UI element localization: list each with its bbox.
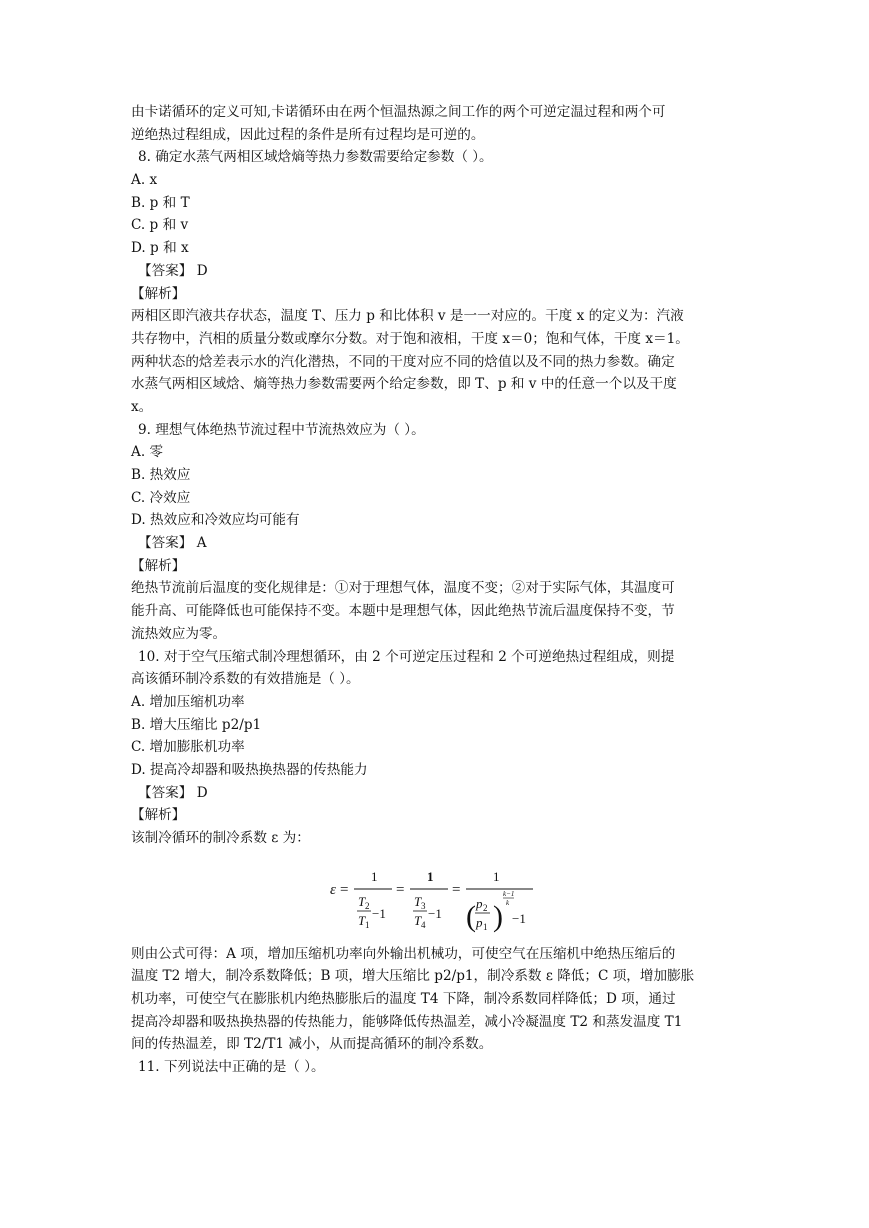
analysis-line: 两相区即汽液共存状态，温度 T、压力 p 和比体积 v 是一一对应的。干度 x 的定义为：汽液 — [131, 308, 684, 325]
analysis-line: 温度 T2 增大，制冷系数降低；B 项，增大压缩比 p2/p1，制冷系数 ε 降低；C 项，增加膨胀 — [131, 968, 695, 985]
formula-sub-2: 2 — [365, 900, 370, 911]
formula-minus-one: −1 — [512, 910, 526, 926]
question-8: 8. 确定水蒸气两相区域焓熵等热力参数需要给定参数（ ）。 — [138, 149, 493, 166]
formula-sub-4: 4 — [421, 919, 426, 930]
analysis-line: 两种状态的焓差表示水的汽化潜热，不同的干度对应不同的焓值以及不同的热力参数。确定 — [131, 353, 675, 370]
option-d: D. 提高冷却器和吸热换热器的传热能力 — [131, 761, 368, 778]
option-b: B. 增大压缩比 p2/p1 — [131, 716, 262, 733]
option-c: C. 增加膨胀机功率 — [131, 739, 245, 756]
question-9: 9. 理想气体绝热节流过程中节流热效应为（ ）。 — [138, 421, 425, 438]
option-c: C. 冷效应 — [131, 489, 191, 506]
formula-t3: T — [414, 893, 422, 909]
option-d: D. p 和 x — [131, 240, 189, 257]
analysis-line: x。 — [131, 398, 153, 415]
question-10: 10. 对于空气压缩式制冷理想循环，由 2 个可逆定压过程和 2 个可逆绝热过程组成，则提 — [138, 648, 675, 665]
formula-numerator: 1 — [427, 868, 434, 884]
option-b: B. p 和 T — [131, 194, 190, 211]
question-11: 11. 下列说法中正确的是（ ）。 — [138, 1059, 325, 1076]
analysis-label: 【解析】 — [131, 285, 186, 302]
paragraph-line: 由卡诺循环的定义可知,卡诺循环由在两个恒温热源之间工作的两个可逆定温过程和两个可 — [131, 104, 666, 120]
formula-graphic — [328, 858, 548, 938]
formula-epsilon: ε — [330, 881, 336, 898]
analysis-line: 水蒸气两相区域焓、熵等热力参数需要两个给定参数，即 T、p 和 v 中的任意一个以及干度 — [131, 376, 677, 393]
option-b: B. 热效应 — [131, 467, 191, 483]
formula-equals: = — [340, 881, 349, 898]
formula-minus-one: −1 — [372, 905, 386, 921]
formula-sub-1: 1 — [483, 921, 488, 932]
option-a: A. x — [131, 172, 158, 189]
formula-equals: = — [452, 881, 461, 898]
question-10-cont: 高该循环制冷系数的有效措施是（ ）。 — [131, 671, 360, 688]
answer-label: 【答案】 D — [138, 262, 208, 279]
formula-p1: p — [476, 914, 483, 930]
option-a: A. 增加压缩机功率 — [131, 693, 245, 710]
paragraph-line: 逆绝热过程组成，因此过程的条件是所有过程均是可逆的。 — [131, 126, 485, 143]
answer-label: 【答案】 A — [138, 535, 207, 552]
formula-equals: = — [396, 881, 405, 898]
analysis-line: 间的传热温差，即 T2/T1 减小，从而提高循环的制冷系数。 — [131, 1036, 493, 1053]
document-body — [131, 101, 741, 1079]
option-a: A. 零 — [131, 444, 164, 461]
analysis-line: 提高冷却器和吸热换热器的传热能力，能够降低传热温差，减小冷凝温度 T2 和蒸发温度 T1 — [131, 1013, 683, 1030]
answer-label: 【答案】 D — [138, 784, 208, 801]
cop-formula — [131, 850, 741, 943]
formula-left-paren: ( — [466, 899, 476, 933]
analysis-line: 绝热节流前后温度的变化规律是：①对于理想气体，温度不变；②对于实际气体，其温度可 — [131, 580, 675, 597]
formula-t2: T — [358, 893, 366, 909]
option-d: D. 热效应和冷效应均可能有 — [131, 512, 300, 529]
analysis-line: 机功率，可使空气在膨胀机内绝热膨胀后的温度 T4 下降，制冷系数同样降低；D 项，通过 — [131, 991, 676, 1008]
formula-minus-one: −1 — [428, 905, 442, 921]
formula-sub-2: 2 — [483, 902, 488, 913]
analysis-line: 共存物中，汽相的质量分数或摩尔分数。对于饱和液相，干度 x＝0；饱和气体，干度 x＝1。 — [131, 330, 689, 347]
formula-t1: T — [358, 912, 366, 928]
formula-right-paren: ) — [493, 899, 503, 933]
formula-t4: T — [414, 912, 422, 928]
formula-numerator: 1 — [371, 868, 378, 884]
formula-exp-num: k−1 — [503, 889, 515, 898]
option-c: C. p 和 v — [131, 217, 189, 234]
analysis-line: 则由公式可得：A 项，增加压缩机功率向外输出机械功，可使空气在压缩机中绝热压缩后的 — [131, 945, 676, 962]
analysis-line: 流热效应为零。 — [131, 625, 227, 642]
analysis-label: 【解析】 — [131, 557, 186, 574]
analysis-intro: 该制冷循环的制冷系数 ε 为： — [131, 830, 310, 846]
formula-exp-den: k — [506, 898, 510, 907]
formula-sub-3: 3 — [421, 900, 426, 911]
formula-numerator: 1 — [493, 868, 500, 884]
analysis-line: 能升高、可能降低也可能保持不变。本题中是理想气体，因此绝热节流后温度保持不变，节 — [131, 603, 675, 620]
formula-p2: p — [476, 895, 483, 911]
formula-sub-1: 1 — [365, 919, 370, 930]
analysis-label: 【解析】 — [131, 807, 186, 824]
